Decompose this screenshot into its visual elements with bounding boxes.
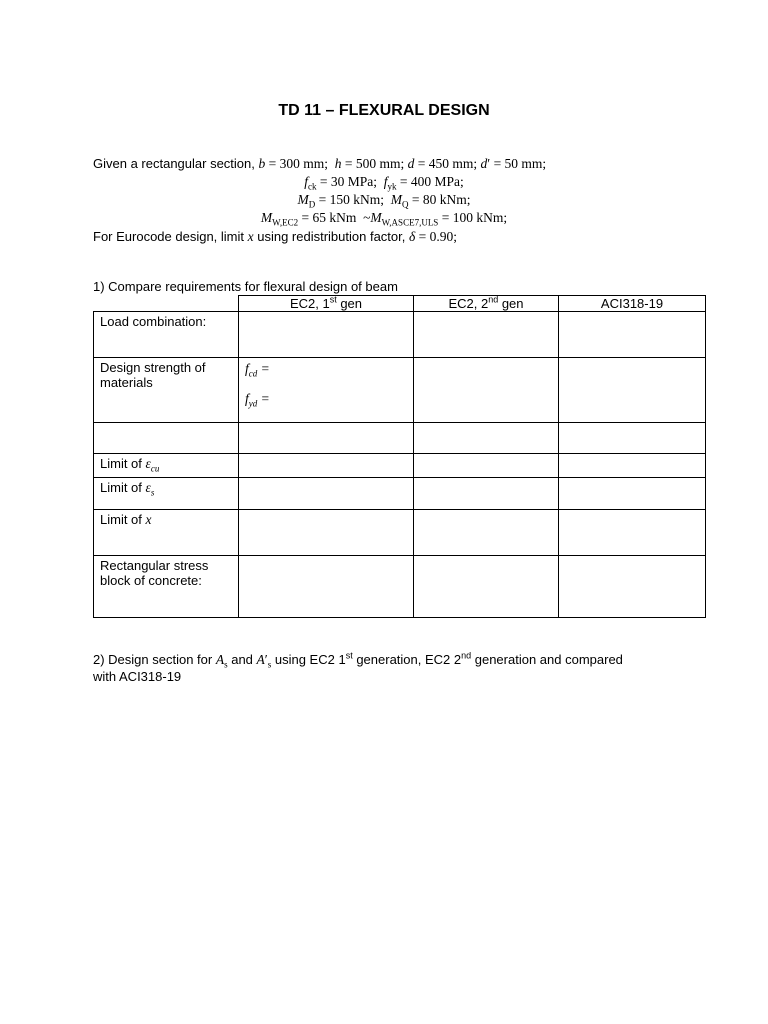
table-cell[interactable] xyxy=(239,510,414,556)
table-header-row xyxy=(94,296,706,312)
table-row xyxy=(94,454,706,478)
table-cell[interactable] xyxy=(414,423,559,454)
table-row xyxy=(94,556,706,618)
table-cell[interactable] xyxy=(559,556,706,618)
var-As-prime: $A'_s$ xyxy=(256,652,272,670)
comparison-table xyxy=(93,295,706,618)
row-label-load-combination: Load combination: xyxy=(94,312,239,358)
var-As: $A_s$ xyxy=(215,652,228,670)
given-intro: Given a rectangular section, xyxy=(93,156,259,171)
table-cell[interactable] xyxy=(239,423,414,454)
table-cell[interactable] xyxy=(414,312,559,358)
var-x: x xyxy=(145,512,152,527)
question-2-line-2: with ACI318-19 xyxy=(93,669,182,684)
table-cell[interactable] xyxy=(414,556,559,618)
epsilon-s: $\varepsilon_s$ xyxy=(145,480,155,498)
header-empty xyxy=(94,296,239,312)
row-label-limit-ecu: Limit of $\varepsilon_{cu}$ xyxy=(94,454,239,478)
table-cell[interactable] xyxy=(239,312,414,358)
table-cell[interactable] xyxy=(414,454,559,478)
row-label-empty xyxy=(94,423,239,454)
table-cell[interactable] xyxy=(414,358,559,423)
row-label-limit-es: Limit of $\varepsilon_s$ xyxy=(94,478,239,510)
table-cell[interactable] xyxy=(239,478,414,510)
table-cell[interactable] xyxy=(239,358,414,423)
page-title: TD 11 – FLEXURAL DESIGN xyxy=(278,102,490,119)
fcd-formula: $f_{cd}$ = xyxy=(245,361,270,379)
table-cell[interactable] xyxy=(239,454,414,478)
table-cell[interactable] xyxy=(559,358,706,423)
eurocode-line xyxy=(93,229,457,245)
row-label-stress-block: Rectangular stress block of concrete: xyxy=(94,556,239,618)
table-cell[interactable] xyxy=(559,312,706,358)
header-ec2-1st: EC2, 1st gen xyxy=(239,296,414,312)
eurocode-text: For Eurocode design, limit xyxy=(93,229,248,244)
epsilon-cu: $\varepsilon_{cu}$ xyxy=(145,456,160,474)
row-label-limit-x: Limit of x xyxy=(94,510,239,556)
header-aci: ACI318-19 xyxy=(559,296,706,312)
table-cell[interactable] xyxy=(559,478,706,510)
eurocode-rest: using redistribution factor, xyxy=(253,229,409,244)
fyd-formula: $f_{yd}$ = xyxy=(245,391,270,409)
question-1-heading: 1) Compare requirements for flexural design of beam xyxy=(93,279,398,294)
table-row xyxy=(94,312,706,358)
table-cell[interactable] xyxy=(239,556,414,618)
table-cell[interactable] xyxy=(559,454,706,478)
row-label-design-strength: Design strength of materials xyxy=(94,358,239,423)
given-line-2: $f_{ck} = 30$ MPa; $f_{yk} = 400$ MPa; xyxy=(304,174,464,192)
table-row xyxy=(94,510,706,556)
table-cell[interactable] xyxy=(414,510,559,556)
table-row xyxy=(94,358,706,423)
table-cell[interactable] xyxy=(559,423,706,454)
given-line-3: $M_D = 150$ kNm; $M_Q = 80$ kNm; xyxy=(297,192,471,210)
table-row xyxy=(94,423,706,454)
header-ec2-2nd: EC2, 2nd gen xyxy=(414,296,559,312)
given-line-4: $M_{W,EC2} = 65$ kNm $\sim M_{W,ASCE7,ULS} = 100$ kNm; xyxy=(260,210,508,228)
table-cell[interactable] xyxy=(414,478,559,510)
eurocode-var: x xyxy=(247,229,254,244)
given-dimensions: b = 300 mm; h = 500 mm; d = 450 mm; d′ = 50 mm; xyxy=(258,156,547,171)
table-cell[interactable] xyxy=(559,510,706,556)
eurocode-delta: δ = 0.90; xyxy=(408,229,458,244)
given-line-1 xyxy=(93,156,546,172)
table-row xyxy=(94,478,706,510)
question-2-line-1: 2) Design section for $A_s$ and $A'_s$ using EC2 1st generation, EC2 2nd generation and compared xyxy=(93,650,623,670)
